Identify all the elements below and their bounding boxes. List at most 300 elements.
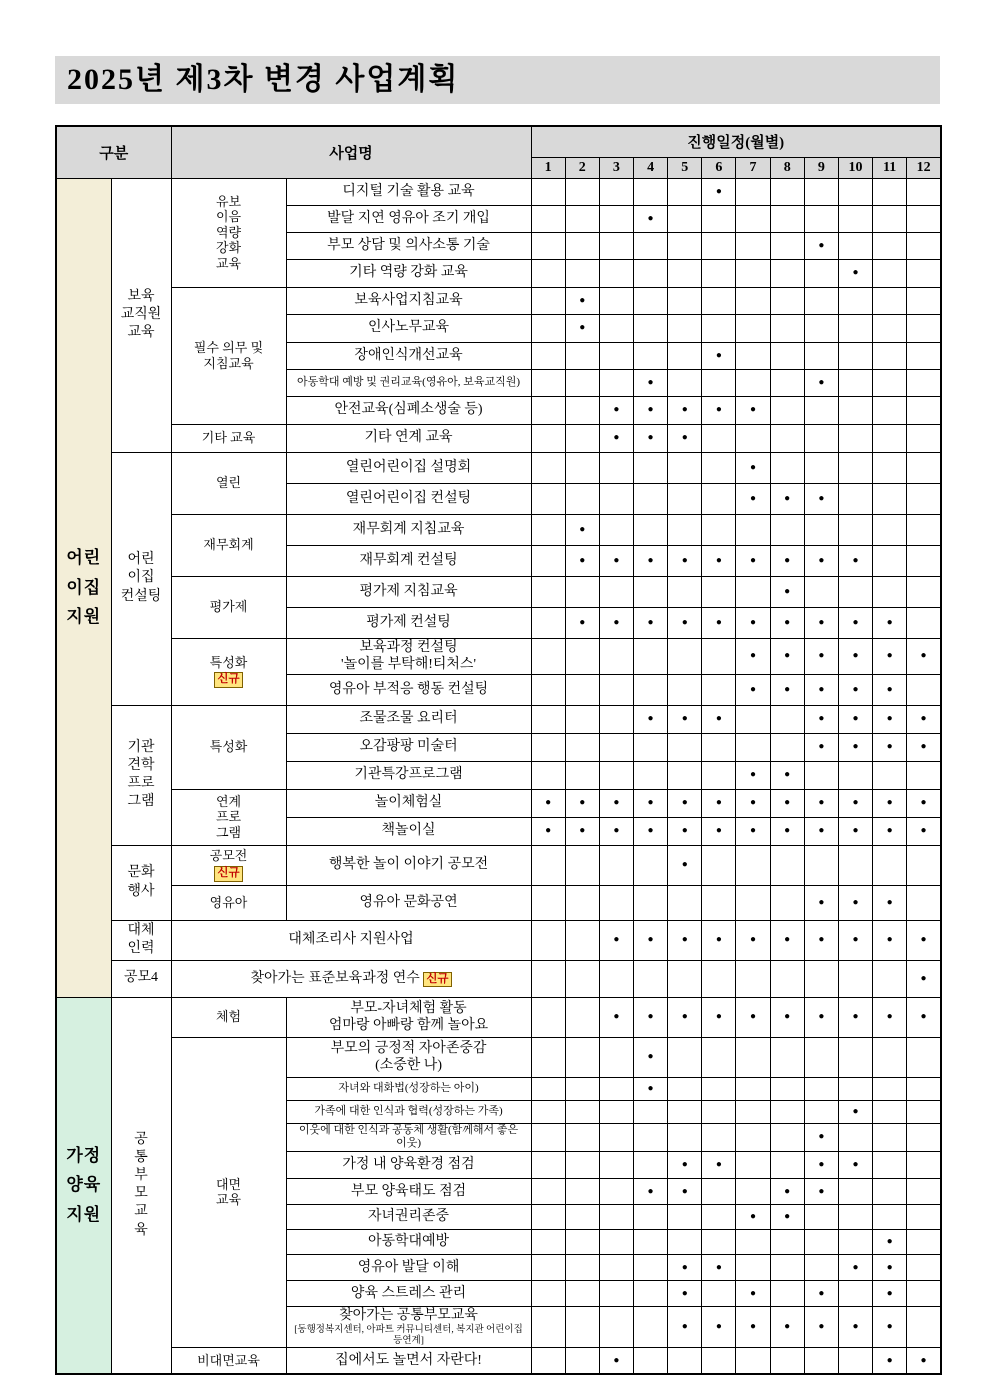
- dot-icon: ●: [681, 1159, 688, 1170]
- dot-icon: ●: [886, 650, 893, 661]
- month-cell: [907, 997, 941, 1037]
- month-cell: [531, 178, 565, 205]
- month-cell: [668, 920, 702, 960]
- month-cell: [736, 369, 770, 396]
- month-cell: [668, 1152, 702, 1179]
- dot-icon: ●: [715, 1261, 722, 1273]
- month-cell: [531, 1152, 565, 1179]
- month-cell: [838, 396, 872, 424]
- month-cell: [634, 287, 668, 314]
- month-cell: [702, 178, 736, 205]
- month-cell: [668, 287, 702, 314]
- month-cell: [736, 1205, 770, 1230]
- month-cell: [668, 607, 702, 638]
- subgroup-cell: 열린: [171, 452, 286, 514]
- month-cell: [736, 920, 770, 960]
- dot-icon: ●: [647, 934, 654, 945]
- dot-icon: ●: [715, 1321, 722, 1333]
- month-cell: [838, 205, 872, 232]
- month-cell: [531, 1100, 565, 1123]
- month-cell: [702, 920, 736, 960]
- month-cell: [770, 1348, 804, 1374]
- dot-icon: ●: [920, 972, 927, 984]
- month-cell: [531, 1281, 565, 1307]
- subgroup-cell: 재무회계: [171, 514, 286, 576]
- month-cell: [702, 1179, 736, 1205]
- month-cell: [804, 960, 838, 997]
- dot-icon: ●: [715, 797, 722, 808]
- month-cell: [668, 1307, 702, 1348]
- program-name-cell: 대체조리사 지원사업: [171, 920, 531, 960]
- month-cell: [565, 1348, 599, 1374]
- dot-icon: ●: [784, 1185, 791, 1197]
- month-cell: [565, 232, 599, 259]
- dot-icon: ●: [886, 825, 893, 836]
- header-category: 구분: [56, 126, 171, 178]
- month-cell: [907, 920, 941, 960]
- month-cell: [770, 1230, 804, 1255]
- month-header: 7: [736, 157, 770, 178]
- month-cell: [599, 1230, 633, 1255]
- dot-icon: ●: [545, 825, 552, 836]
- month-cell: [565, 817, 599, 845]
- month-header: 8: [770, 157, 804, 178]
- month-cell: [599, 1077, 633, 1100]
- month-cell: [804, 287, 838, 314]
- month-cell: [634, 314, 668, 342]
- month-header: 2: [565, 157, 599, 178]
- month-cell: [668, 1179, 702, 1205]
- group-cell: 문화 행사: [111, 845, 171, 920]
- dot-icon: ●: [647, 825, 654, 836]
- dot-icon: ●: [579, 616, 586, 628]
- month-cell: [599, 205, 633, 232]
- month-cell: [804, 1152, 838, 1179]
- dot-icon: ●: [920, 713, 927, 724]
- month-cell: [668, 342, 702, 369]
- month-cell: [770, 1152, 804, 1179]
- program-name-cell: 행복한 놀이 이야기 공모전: [286, 845, 531, 885]
- dot-icon: ●: [784, 492, 791, 504]
- month-cell: [770, 205, 804, 232]
- month-cell: [565, 342, 599, 369]
- month-cell: [838, 1281, 872, 1307]
- dot-icon: ●: [647, 1011, 654, 1022]
- dot-icon: ●: [579, 294, 586, 306]
- month-cell: [531, 638, 565, 674]
- month-cell: [804, 1100, 838, 1123]
- document-title: 2025년 제3차 변경 사업계획: [55, 56, 940, 104]
- month-cell: [702, 314, 736, 342]
- dot-icon: ●: [647, 212, 654, 224]
- month-cell: [838, 761, 872, 789]
- month-cell: [770, 997, 804, 1037]
- program-name-cell: 이웃에 대한 인식과 공동체 생활(함께해서 좋은 이웃): [286, 1123, 531, 1152]
- month-cell: [804, 607, 838, 638]
- table-row: [56, 997, 941, 1037]
- month-cell: [702, 342, 736, 369]
- subgroup-cell: 평가제: [171, 576, 286, 638]
- dot-icon: ●: [852, 1105, 859, 1117]
- month-cell: [531, 314, 565, 342]
- table-row: [56, 1037, 941, 1077]
- month-cell: [873, 920, 907, 960]
- month-cell: [702, 1123, 736, 1152]
- month-cell: [804, 920, 838, 960]
- month-cell: [907, 607, 941, 638]
- program-name-cell: 발달 지연 영유아 조기 개입: [286, 205, 531, 232]
- dot-icon: ●: [579, 523, 586, 535]
- month-cell: [838, 1037, 872, 1077]
- dot-icon: ●: [784, 554, 791, 566]
- dot-icon: ●: [647, 616, 654, 628]
- month-cell: [668, 1100, 702, 1123]
- program-name-cell: 가정 내 양육환경 점검: [286, 1152, 531, 1179]
- month-cell: [873, 1230, 907, 1255]
- schedule-table: [55, 125, 942, 1375]
- month-cell: [873, 607, 907, 638]
- month-cell: [634, 920, 668, 960]
- month-cell: [770, 514, 804, 545]
- dot-icon: ●: [681, 554, 688, 566]
- month-cell: [599, 1152, 633, 1179]
- month-cell: [873, 1307, 907, 1348]
- dot-icon: ●: [784, 797, 791, 808]
- dot-icon: ●: [715, 1011, 722, 1022]
- program-name-detail: [동행정복지센터, 아파트 커뮤니티센터, 복지관 어린이집 등연계]: [294, 1324, 523, 1346]
- month-cell: [565, 424, 599, 452]
- month-header: 12: [907, 157, 941, 178]
- table-row: [56, 576, 941, 607]
- month-cell: [770, 232, 804, 259]
- month-cell: [736, 1230, 770, 1255]
- month-cell: [736, 576, 770, 607]
- month-cell: [804, 396, 838, 424]
- dot-icon: ●: [613, 825, 620, 836]
- dot-icon: ●: [681, 1261, 688, 1273]
- month-cell: [873, 1037, 907, 1077]
- dot-icon: ●: [852, 683, 859, 695]
- new-badge: 신규: [214, 866, 242, 882]
- month-cell: [804, 1123, 838, 1152]
- table-row: [56, 287, 941, 314]
- month-cell: [770, 178, 804, 205]
- month-cell: [599, 845, 633, 885]
- month-cell: [565, 1077, 599, 1100]
- month-cell: [907, 789, 941, 817]
- dot-icon: ●: [818, 1185, 825, 1197]
- month-cell: [907, 576, 941, 607]
- month-cell: [565, 178, 599, 205]
- month-cell: [531, 259, 565, 287]
- month-cell: [736, 342, 770, 369]
- month-cell: [838, 1230, 872, 1255]
- dot-icon: ●: [579, 322, 586, 333]
- month-cell: [634, 817, 668, 845]
- month-cell: [770, 342, 804, 369]
- month-cell: [804, 232, 838, 259]
- month-cell: [907, 1037, 941, 1077]
- month-cell: [599, 232, 633, 259]
- program-name-cell: 찾아가는 공통부모교육 [동행정복지센터, 아파트 커뮤니티센터, 복지관 어린이집 등연계]: [286, 1307, 531, 1348]
- month-cell: [531, 817, 565, 845]
- month-cell: [838, 638, 872, 674]
- month-cell: [599, 960, 633, 997]
- month-cell: [702, 1281, 736, 1307]
- dot-icon: ●: [715, 713, 722, 724]
- month-header: 5: [668, 157, 702, 178]
- dot-icon: ●: [681, 432, 688, 443]
- month-cell: [804, 789, 838, 817]
- month-cell: [668, 259, 702, 287]
- month-cell: [804, 1281, 838, 1307]
- dot-icon: ●: [818, 650, 825, 661]
- month-cell: [804, 817, 838, 845]
- month-cell: [668, 232, 702, 259]
- dot-icon: ●: [715, 554, 722, 566]
- month-cell: [702, 638, 736, 674]
- month-cell: [873, 1077, 907, 1100]
- program-name-cell: 영유아 부적응 행동 컨설팅: [286, 674, 531, 705]
- table-row: [56, 960, 941, 997]
- month-cell: [770, 1255, 804, 1281]
- table-row: [56, 178, 941, 205]
- month-header: 3: [599, 157, 633, 178]
- month-cell: [736, 1179, 770, 1205]
- subgroup-cell: 체험: [171, 997, 286, 1037]
- month-cell: [838, 287, 872, 314]
- month-cell: [838, 1100, 872, 1123]
- month-cell: [804, 205, 838, 232]
- dot-icon: ●: [852, 797, 859, 808]
- dot-icon: ●: [852, 616, 859, 628]
- month-cell: [531, 1123, 565, 1152]
- month-cell: [531, 607, 565, 638]
- month-cell: [770, 845, 804, 885]
- month-cell: [599, 1307, 633, 1348]
- month-cell: [634, 1281, 668, 1307]
- month-cell: [634, 452, 668, 483]
- subgroup-cell: 기타 교육: [171, 424, 286, 452]
- month-cell: [907, 761, 941, 789]
- month-cell: [668, 205, 702, 232]
- month-cell: [873, 369, 907, 396]
- dot-icon: ●: [920, 741, 927, 752]
- subgroup-cell: 특성화: [171, 705, 286, 789]
- dot-icon: ●: [852, 1261, 859, 1273]
- dot-icon: ●: [647, 404, 654, 415]
- month-cell: [668, 705, 702, 733]
- month-cell: [838, 1205, 872, 1230]
- month-cell: [565, 1152, 599, 1179]
- dot-icon: ●: [920, 650, 927, 661]
- month-cell: [565, 705, 599, 733]
- month-cell: [702, 885, 736, 920]
- table-row: [56, 789, 941, 817]
- program-name-cell: 재무회계 지침교육: [286, 514, 531, 545]
- month-cell: [907, 885, 941, 920]
- month-cell: [634, 789, 668, 817]
- month-cell: [634, 259, 668, 287]
- month-cell: [873, 1100, 907, 1123]
- dot-icon: ●: [886, 797, 893, 808]
- dot-icon: ●: [613, 404, 620, 415]
- month-cell: [907, 845, 941, 885]
- month-cell: [770, 1123, 804, 1152]
- month-cell: [736, 1255, 770, 1281]
- month-cell: [565, 259, 599, 287]
- table-row: [56, 1348, 941, 1374]
- month-cell: [804, 514, 838, 545]
- month-cell: [531, 514, 565, 545]
- month-cell: [770, 1100, 804, 1123]
- month-cell: [634, 396, 668, 424]
- month-cell: [599, 638, 633, 674]
- month-cell: [599, 1100, 633, 1123]
- month-cell: [804, 1307, 838, 1348]
- month-cell: [873, 342, 907, 369]
- month-cell: [634, 576, 668, 607]
- month-cell: [634, 885, 668, 920]
- month-cell: [838, 1255, 872, 1281]
- dot-icon: ●: [852, 741, 859, 752]
- month-cell: [838, 997, 872, 1037]
- month-cell: [702, 545, 736, 576]
- month-cell: [531, 342, 565, 369]
- dot-icon: ●: [750, 769, 757, 780]
- month-cell: [668, 817, 702, 845]
- month-cell: [565, 1123, 599, 1152]
- dot-icon: ●: [818, 1159, 825, 1170]
- month-cell: [668, 1281, 702, 1307]
- month-cell: [804, 1230, 838, 1255]
- dot-icon: ●: [681, 713, 688, 724]
- dot-icon: ●: [852, 896, 859, 908]
- dot-icon: ●: [647, 1082, 654, 1094]
- month-header: 10: [838, 157, 872, 178]
- table-row: [56, 845, 941, 885]
- group-cell: 어린 이집 컨설팅: [111, 452, 171, 705]
- month-cell: [531, 1205, 565, 1230]
- month-cell: [702, 674, 736, 705]
- month-cell: [634, 342, 668, 369]
- dot-icon: ●: [715, 1159, 722, 1170]
- month-cell: [770, 733, 804, 761]
- month-cell: [736, 314, 770, 342]
- month-cell: [907, 514, 941, 545]
- month-cell: [702, 1230, 736, 1255]
- dot-icon: ●: [818, 934, 825, 945]
- dot-icon: ●: [647, 797, 654, 808]
- dot-icon: ●: [579, 554, 586, 566]
- program-name-cell: 영유아 발달 이해: [286, 1255, 531, 1281]
- month-cell: [599, 396, 633, 424]
- month-cell: [634, 205, 668, 232]
- month-cell: [634, 483, 668, 514]
- month-cell: [838, 452, 872, 483]
- month-cell: [907, 483, 941, 514]
- subgroup-cell: 영유아: [171, 885, 286, 920]
- dot-icon: ●: [852, 650, 859, 661]
- month-cell: [531, 369, 565, 396]
- month-cell: [838, 514, 872, 545]
- month-cell: [838, 259, 872, 287]
- dot-icon: ●: [715, 185, 722, 197]
- month-cell: [907, 960, 941, 997]
- month-cell: [873, 1123, 907, 1152]
- program-name-cell: 장애인식개선교육: [286, 342, 531, 369]
- month-cell: [599, 1281, 633, 1307]
- month-cell: [873, 514, 907, 545]
- dot-icon: ●: [750, 616, 757, 628]
- month-cell: [565, 1307, 599, 1348]
- month-cell: [736, 1307, 770, 1348]
- month-cell: [804, 845, 838, 885]
- month-cell: [531, 1037, 565, 1077]
- dot-icon: ●: [818, 1287, 825, 1299]
- month-cell: [736, 452, 770, 483]
- month-cell: [702, 1037, 736, 1077]
- dot-icon: ●: [681, 1011, 688, 1022]
- dot-icon: ●: [613, 1011, 620, 1022]
- dot-icon: ●: [886, 1011, 893, 1022]
- month-cell: [599, 342, 633, 369]
- month-cell: [838, 733, 872, 761]
- month-cell: [565, 674, 599, 705]
- month-cell: [668, 960, 702, 997]
- month-cell: [736, 205, 770, 232]
- month-cell: [770, 1179, 804, 1205]
- month-cell: [736, 514, 770, 545]
- month-cell: [804, 545, 838, 576]
- month-cell: [702, 287, 736, 314]
- month-cell: [907, 1255, 941, 1281]
- month-cell: [770, 761, 804, 789]
- month-cell: [873, 424, 907, 452]
- month-cell: [702, 1152, 736, 1179]
- dot-icon: ●: [613, 934, 620, 945]
- month-cell: [668, 674, 702, 705]
- month-cell: [770, 396, 804, 424]
- month-cell: [907, 314, 941, 342]
- dot-icon: ●: [784, 1211, 791, 1222]
- month-cell: [531, 761, 565, 789]
- month-cell: [804, 178, 838, 205]
- month-cell: [907, 817, 941, 845]
- month-cell: [736, 1348, 770, 1374]
- dot-icon: ●: [886, 1287, 893, 1299]
- month-cell: [565, 789, 599, 817]
- dot-icon: ●: [852, 825, 859, 836]
- table-row: [56, 920, 941, 960]
- month-cell: [702, 1307, 736, 1348]
- month-cell: [599, 705, 633, 733]
- month-cell: [702, 817, 736, 845]
- header-schedule: 진행일정(월별): [531, 126, 941, 157]
- dot-icon: ●: [784, 585, 791, 597]
- month-cell: [702, 396, 736, 424]
- month-cell: [873, 1152, 907, 1179]
- month-cell: [599, 761, 633, 789]
- dot-icon: ●: [886, 1261, 893, 1273]
- month-cell: [873, 1205, 907, 1230]
- dot-icon: ●: [681, 1321, 688, 1333]
- month-cell: [599, 259, 633, 287]
- subgroup-cell: 필수 의무 및 지침교육: [171, 287, 286, 424]
- month-cell: [668, 997, 702, 1037]
- month-cell: [907, 1123, 941, 1152]
- month-cell: [838, 545, 872, 576]
